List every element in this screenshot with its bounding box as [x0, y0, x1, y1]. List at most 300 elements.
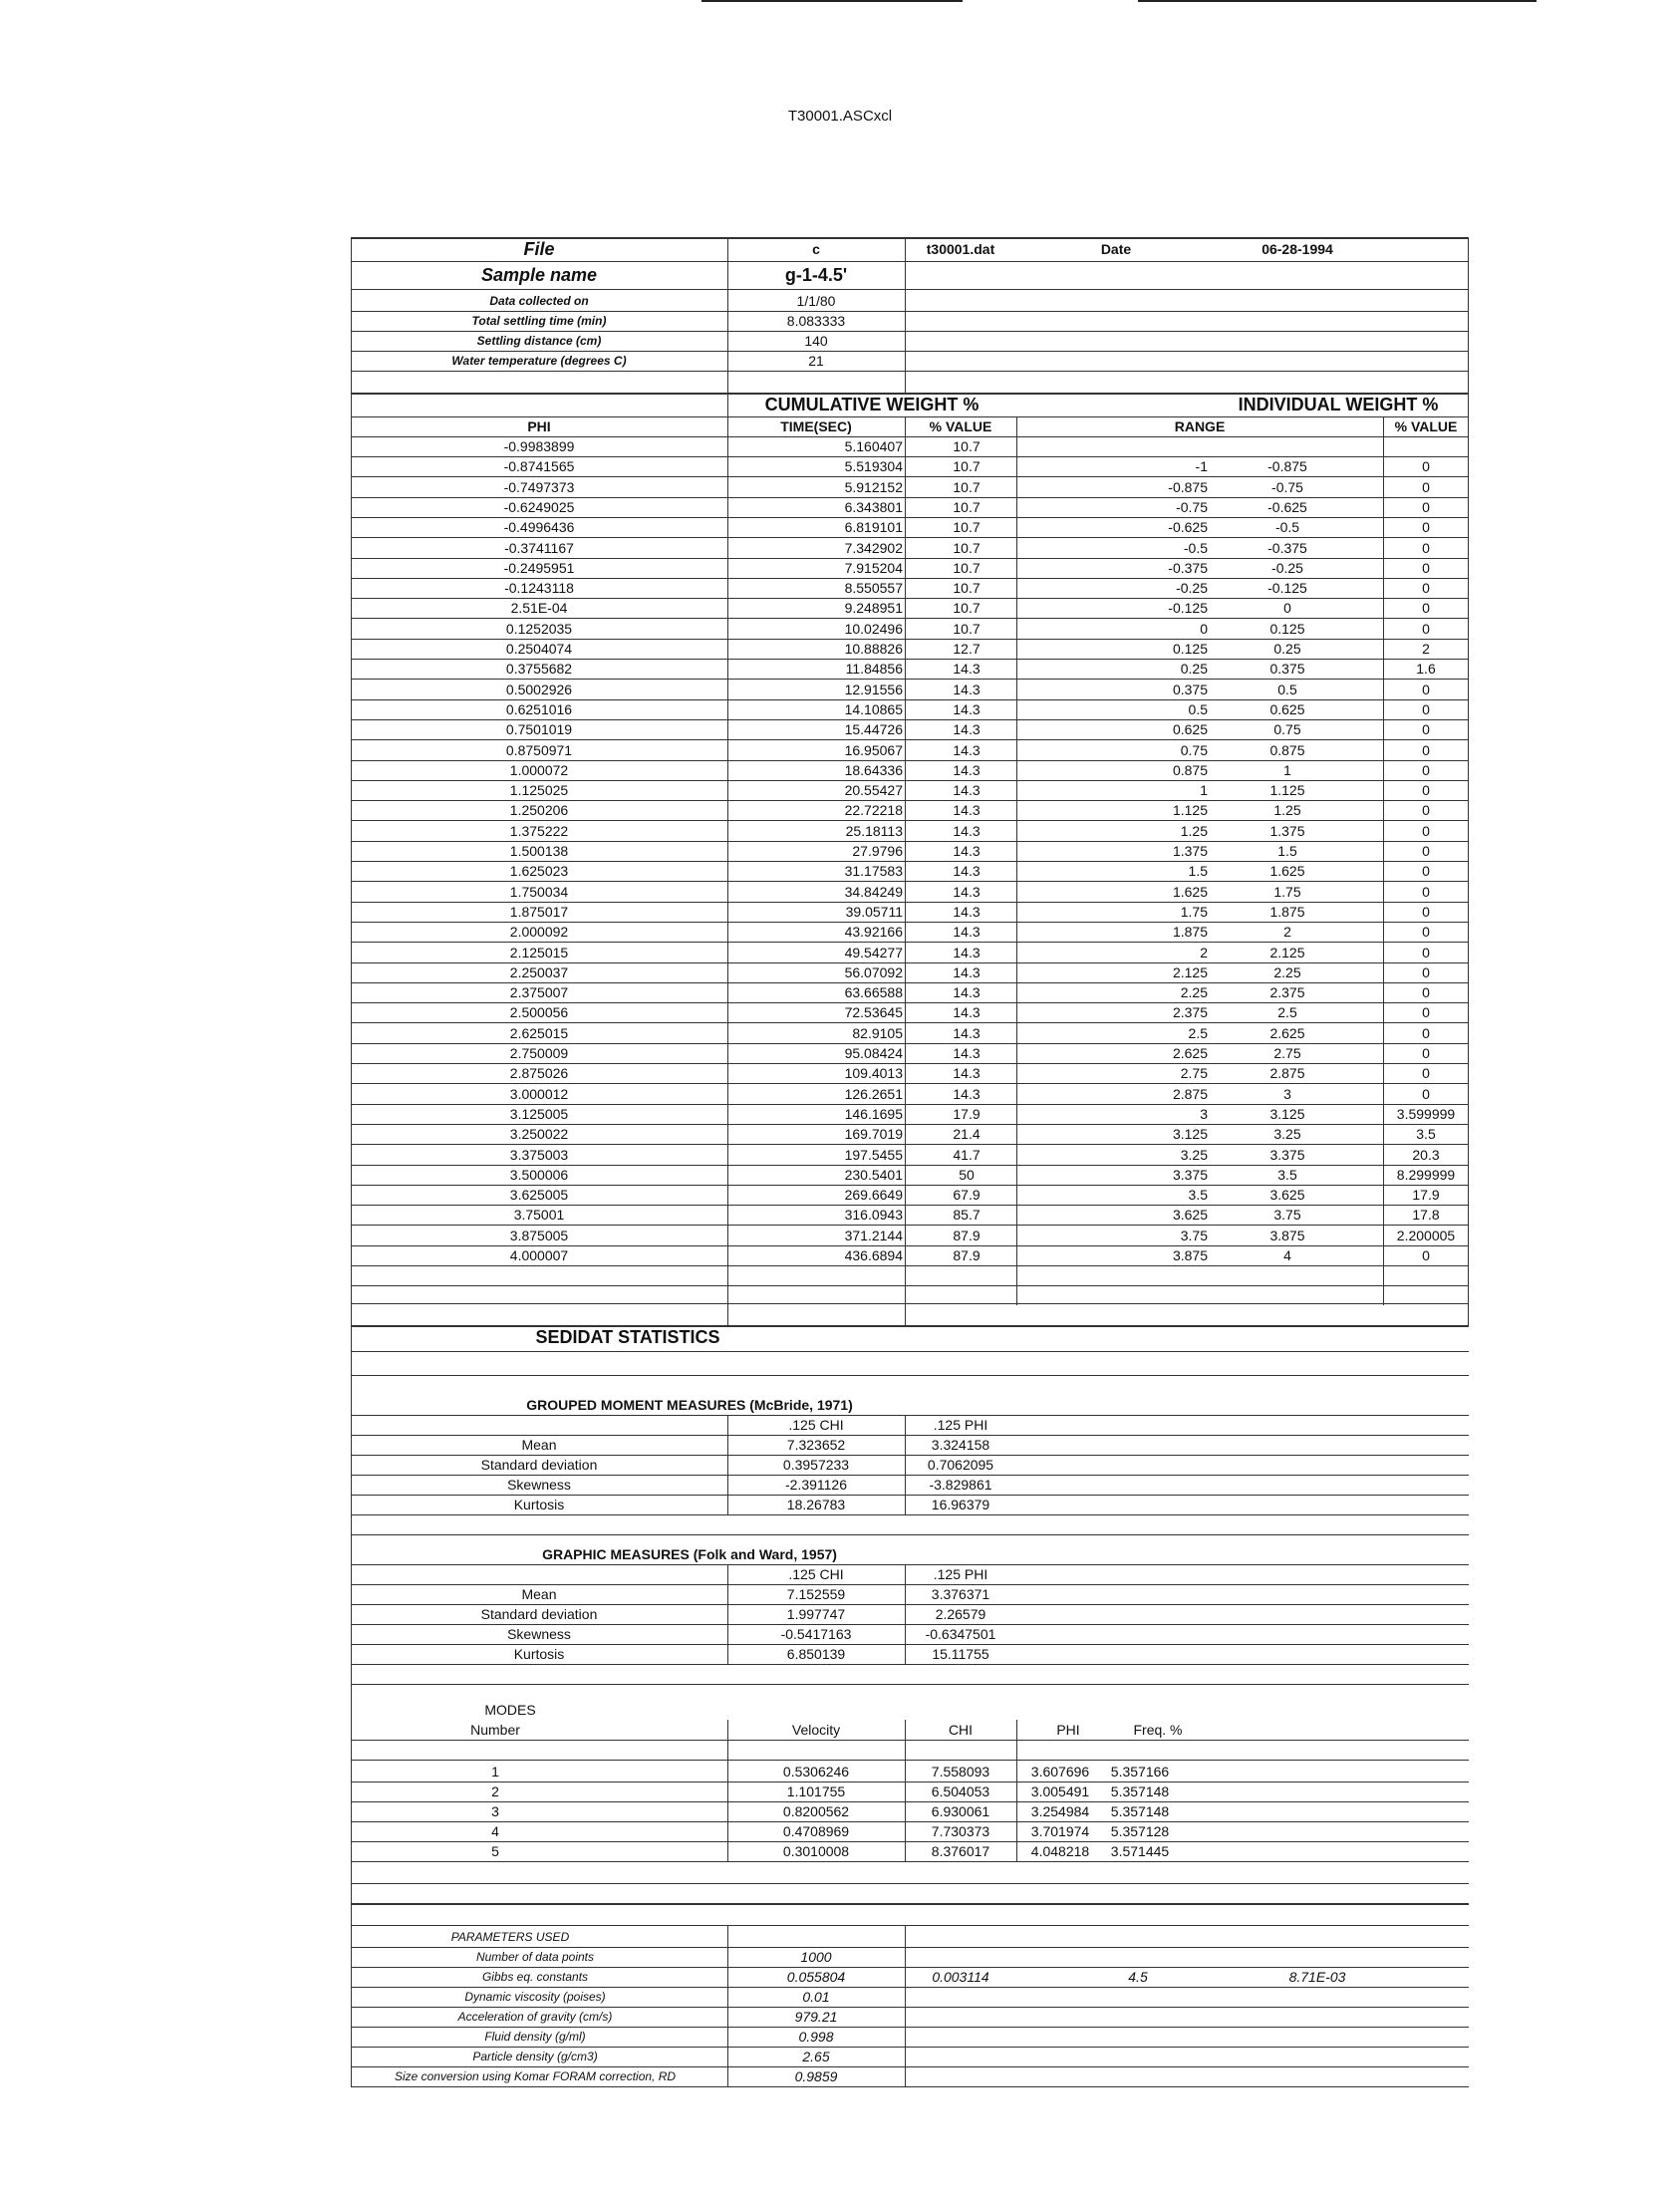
phi-cell: 0.5002926 [505, 682, 573, 697]
individual-value-cell: 20.3 [1412, 1147, 1440, 1163]
range-from-cell: 2.125 [1172, 964, 1208, 980]
time-cell: 63.66588 [844, 984, 903, 1000]
stat-phi: 15.11755 [932, 1646, 989, 1662]
range-to-cell: 0.625 [1269, 701, 1305, 717]
range-from-cell: 1.125 [1172, 802, 1208, 818]
file-name: t30001.dat [926, 241, 995, 257]
moment-col-phi: .125 PHI [933, 1417, 988, 1433]
time-cell: 109.4013 [844, 1065, 903, 1081]
param-value-2 [905, 2047, 1016, 2066]
stat-phi: 0.7062095 [927, 1457, 994, 1473]
param-value-2 [905, 1947, 1016, 1967]
phi-cell: -0.3741167 [504, 540, 574, 556]
individual-value-cell: 0 [1422, 479, 1430, 495]
time-cell: 11.84856 [845, 661, 903, 677]
phi-cell: 3.625005 [509, 1187, 569, 1203]
range-from-cell: -0.375 [1168, 560, 1208, 576]
stats-title: SEDIDAT STATISTICS [535, 1327, 720, 1347]
time-cell: 34.84249 [844, 884, 903, 900]
cumulative-cell: 14.3 [953, 984, 980, 1000]
cumulative-cell: 14.3 [953, 661, 980, 677]
range-to-cell: -0.625 [1267, 499, 1307, 515]
individual-value-cell: 3.599999 [1396, 1106, 1456, 1122]
time-cell: 169.7019 [844, 1126, 903, 1142]
phi-cell: 1.750034 [509, 884, 569, 900]
cumulative-cell: 10.7 [953, 540, 980, 556]
time-cell: 269.6649 [844, 1187, 903, 1203]
param-label: Gibbs eq. constants [481, 1970, 589, 1984]
range-from-cell: 0.875 [1172, 762, 1208, 778]
range-to-cell: 3.125 [1269, 1106, 1305, 1122]
individual-value-cell: 0 [1422, 802, 1430, 818]
row-rule [351, 261, 1469, 262]
range-from-cell: 1.875 [1172, 924, 1208, 940]
moment-divider-b [905, 1415, 906, 1514]
stat-phi: 2.26579 [935, 1606, 986, 1622]
mode-phi: 3.254984 [1030, 1803, 1090, 1819]
range-to-cell: -0.875 [1267, 458, 1307, 474]
cumulative-cell: 14.3 [953, 1004, 980, 1020]
param-value: 2.65 [802, 2049, 830, 2064]
param-value-2 [905, 2007, 1016, 2027]
cumulative-cell: 14.3 [953, 863, 980, 879]
mode-velocity: 0.5306246 [782, 1764, 850, 1780]
range-to-cell: 0.375 [1269, 661, 1305, 677]
time-cell: 6.343801 [844, 499, 903, 515]
range-to-cell: 1.375 [1269, 823, 1305, 839]
phi-cell: -0.6249025 [503, 499, 575, 515]
stat-label: Standard deviation [480, 1457, 598, 1473]
phi-cell: 0.6251016 [505, 701, 573, 717]
param-value-3 [1088, 2027, 1188, 2047]
phi-cell: 1.375222 [509, 823, 569, 839]
individual-value-cell: 0 [1422, 964, 1430, 980]
individual-value-cell: 0 [1422, 701, 1430, 717]
mode-phi: 4.048218 [1030, 1843, 1090, 1859]
range-from-cell: 3.75 [1180, 1228, 1208, 1243]
individual-value-cell: 0 [1422, 621, 1430, 637]
range-from-cell: -0.875 [1168, 479, 1208, 495]
cumulative-cell: 14.3 [953, 1045, 980, 1061]
frame-right-border [1468, 237, 1469, 1325]
stat-phi: 3.376371 [931, 1586, 990, 1602]
params-divider-b [905, 1925, 906, 2086]
time-cell: 436.6894 [844, 1247, 903, 1263]
range-to-cell: 0.5 [1277, 682, 1297, 697]
phi-cell: 3.75001 [513, 1207, 565, 1223]
range-to-cell: 1.875 [1269, 904, 1305, 920]
time-cell: 146.1695 [844, 1106, 903, 1122]
range-to-cell: 1.5 [1277, 843, 1297, 859]
range-from-cell: 2.375 [1172, 1004, 1208, 1020]
phi-cell: 0.2504074 [505, 641, 573, 657]
range-from-cell: 1 [1200, 782, 1208, 798]
range-to-cell: 3.875 [1269, 1228, 1305, 1243]
phi-cell: 0.3755682 [505, 661, 573, 677]
sample-label: Sample name [480, 265, 598, 285]
param-value-3: 4.5 [1128, 1969, 1148, 1985]
cumulative-cell: 10.7 [953, 560, 980, 576]
phi-cell: 2.500056 [509, 1004, 569, 1020]
mode-freq: 5.357166 [1110, 1764, 1170, 1780]
time-cell: 20.55427 [844, 782, 903, 798]
range-from-cell: 3.25 [1180, 1147, 1208, 1163]
cumulative-title: CUMULATIVE WEIGHT % [764, 395, 980, 414]
individual-value-cell: 8.299999 [1396, 1167, 1456, 1183]
time-cell: 5.160407 [844, 438, 903, 454]
range-from-cell: -0.75 [1176, 499, 1208, 515]
range-from-cell: 1.75 [1180, 904, 1208, 920]
time-cell: 230.5401 [844, 1167, 903, 1183]
range-from-cell: -1 [1195, 458, 1208, 474]
row-rule [351, 1760, 1469, 1761]
mode-number: 3 [491, 1803, 499, 1819]
col-phi: PHI [527, 418, 551, 434]
graphic-divider-b [905, 1564, 906, 1664]
date-value: 06-28-1994 [1261, 241, 1333, 257]
range-from-cell: 0.75 [1180, 742, 1208, 758]
phi-cell: 3.875005 [509, 1228, 569, 1243]
range-from-cell: 2.25 [1180, 984, 1208, 1000]
cumulative-cell: 14.3 [953, 1025, 980, 1041]
time-cell: 5.912152 [844, 479, 903, 495]
stat-phi: 16.96379 [931, 1497, 990, 1512]
range-from-cell: 2.5 [1188, 1025, 1208, 1041]
mode-velocity: 0.3010008 [782, 1843, 850, 1859]
row-rule [351, 1265, 1469, 1266]
phi-cell: 1.125025 [509, 782, 569, 798]
row-rule [351, 2086, 1469, 2087]
cumulative-cell: 87.9 [953, 1228, 980, 1243]
row-rule [351, 1351, 1469, 1352]
time-cell: 15.44726 [844, 721, 903, 737]
cumulative-cell: 14.3 [953, 823, 980, 839]
mode-phi: 3.607696 [1030, 1764, 1090, 1780]
range-from-cell: 1.375 [1172, 843, 1208, 859]
individual-value-cell: 0 [1422, 762, 1430, 778]
top-edge-line-right [1138, 0, 1537, 2]
time-cell: 7.915204 [844, 560, 903, 576]
frame-left-border [351, 237, 352, 2086]
cumulative-cell: 10.7 [953, 600, 980, 616]
file-label: File [523, 239, 555, 259]
table-divider-d [1383, 416, 1384, 1305]
range-from-cell: -0.125 [1168, 600, 1208, 616]
time-cell: 49.54277 [844, 945, 903, 960]
moment-title: GROUPED MOMENT MEASURES (McBride, 1971) [526, 1397, 853, 1413]
param-label: Acceleration of gravity (cm/s) [457, 2010, 613, 2024]
range-to-cell: 0 [1283, 600, 1291, 616]
time-cell: 95.08424 [844, 1045, 903, 1061]
modes-divider-b [905, 1720, 906, 1861]
individual-value-cell: 17.8 [1412, 1207, 1440, 1223]
range-to-cell: -0.5 [1274, 519, 1300, 535]
individual-value-cell: 0 [1422, 519, 1430, 535]
meta-label: Total settling time (min) [471, 314, 607, 328]
range-from-cell [1108, 436, 1208, 456]
time-cell: 22.72218 [844, 802, 903, 818]
range-from-cell: 2.75 [1180, 1065, 1208, 1081]
range-to-cell: 3 [1283, 1086, 1291, 1102]
time-cell: 12.91556 [844, 682, 903, 697]
range-from-cell: 1.5 [1188, 863, 1208, 879]
graphic-divider-a [727, 1564, 728, 1664]
row-rule [351, 1740, 1469, 1741]
phi-cell: 2.250037 [509, 964, 569, 980]
phi-cell: 1.250206 [509, 802, 569, 818]
cumulative-cell: 50 [959, 1167, 975, 1183]
range-from-cell: -0.5 [1183, 540, 1208, 556]
params-title: PARAMETERS USED [450, 1930, 570, 1944]
individual-value-cell: 0 [1422, 580, 1430, 596]
range-to-cell: 3.75 [1273, 1207, 1301, 1223]
cumulative-cell: 10.7 [953, 458, 980, 474]
param-value: 1000 [800, 1949, 832, 1965]
range-to-cell: 3.625 [1269, 1187, 1305, 1203]
row-rule [351, 1684, 1469, 1685]
time-cell: 82.9105 [852, 1025, 903, 1041]
cumulative-cell: 67.9 [953, 1187, 980, 1203]
cumulative-cell: 14.3 [953, 682, 980, 697]
col-time: TIME(SEC) [780, 418, 852, 434]
param-value: 0.998 [798, 2029, 834, 2045]
individual-value-cell: 0 [1422, 1086, 1430, 1102]
cumulative-cell: 14.3 [953, 884, 980, 900]
param-value-3 [1088, 2066, 1188, 2086]
cumulative-cell: 14.3 [953, 945, 980, 960]
range-from-cell: -0.25 [1176, 580, 1208, 596]
cumulative-cell: 14.3 [953, 904, 980, 920]
row-rule [351, 1883, 1469, 1884]
mode-chi: 6.504053 [931, 1783, 990, 1799]
col-range: RANGE [1174, 418, 1226, 434]
phi-cell: 3.500006 [509, 1167, 569, 1183]
time-cell: 9.248951 [844, 600, 903, 616]
individual-value-cell: 0 [1422, 682, 1430, 697]
modes-divider-a [727, 1720, 728, 1861]
cumulative-cell: 10.7 [953, 499, 980, 515]
param-label: Number of data points [475, 1950, 595, 1964]
mode-number: 5 [491, 1843, 499, 1859]
range-to-cell [1228, 436, 1347, 456]
time-cell: 27.9796 [852, 843, 903, 859]
phi-cell: 2.375007 [509, 984, 569, 1000]
mode-velocity: 0.4708969 [782, 1823, 850, 1839]
individual-value-cell: 0 [1422, 499, 1430, 515]
range-to-cell: 2.125 [1269, 945, 1305, 960]
mode-phi: 3.701974 [1030, 1823, 1090, 1839]
stat-label: Kurtosis [513, 1497, 565, 1512]
row-rule [351, 1534, 1469, 1535]
phi-cell: 2.875026 [509, 1065, 569, 1081]
cumulative-cell: 10.7 [953, 621, 980, 637]
range-to-cell: 0.125 [1269, 621, 1305, 637]
date-label: Date [1100, 241, 1132, 257]
row-rule [351, 1861, 1469, 1862]
param-label: Dynamic viscosity (poises) [464, 1990, 606, 2004]
time-cell: 25.18113 [845, 823, 903, 839]
phi-cell: 3.125005 [509, 1106, 569, 1122]
stat-phi: -3.829861 [929, 1477, 992, 1493]
time-cell: 10.02496 [844, 621, 903, 637]
modes-col-phi: PHI [1056, 1722, 1080, 1738]
table-divider-b [905, 416, 906, 1325]
meta-value: 21 [808, 353, 824, 369]
param-value-2 [905, 2066, 1016, 2086]
individual-value-cell: 0 [1422, 560, 1430, 576]
mode-chi: 6.930061 [931, 1803, 990, 1819]
cumulative-cell: 10.7 [953, 479, 980, 495]
range-from-cell: 0.5 [1188, 701, 1208, 717]
document-title: T30001.ASCxcl [787, 108, 893, 125]
time-cell: 6.819101 [844, 519, 903, 535]
stat-chi: -2.391126 [784, 1477, 847, 1493]
param-value-3 [1088, 2047, 1188, 2066]
individual-value-cell: 0 [1422, 742, 1430, 758]
individual-value-cell: 0 [1422, 823, 1430, 839]
param-label: Particle density (g/cm3) [472, 2050, 598, 2063]
range-to-cell: 2.875 [1269, 1065, 1305, 1081]
cumulative-cell: 87.9 [953, 1247, 980, 1263]
range-from-cell: 0.125 [1172, 641, 1208, 657]
mode-chi: 7.558093 [931, 1764, 990, 1780]
stat-label: Standard deviation [480, 1606, 598, 1622]
time-cell: 10.88826 [844, 641, 903, 657]
mode-velocity: 0.8200562 [782, 1803, 850, 1819]
row-rule [351, 1664, 1469, 1665]
cumulative-cell: 14.3 [953, 742, 980, 758]
param-value-4 [1248, 1947, 1387, 1967]
meta-value: 1/1/80 [796, 293, 836, 309]
time-cell: 371.2144 [844, 1228, 903, 1243]
phi-cell: 2.750009 [509, 1045, 569, 1061]
individual-value-cell: 0 [1422, 540, 1430, 556]
range-from-cell: 1.625 [1172, 884, 1208, 900]
graphic-col-chi: .125 CHI [788, 1566, 844, 1582]
params-divider-a [727, 1925, 728, 2086]
param-value-4 [1248, 2027, 1387, 2047]
param-value: 0.9859 [794, 2068, 838, 2084]
modes-divider-c [1016, 1720, 1017, 1861]
range-to-cell: 2 [1283, 924, 1291, 940]
time-cell: 43.92166 [844, 924, 903, 940]
param-value-4: 8.71E-03 [1288, 1969, 1346, 1985]
stat-chi: 18.26783 [786, 1497, 846, 1512]
phi-cell: -0.1243118 [504, 580, 574, 596]
cumulative-cell: 17.9 [953, 1106, 980, 1122]
range-from-cell: 0.375 [1172, 682, 1208, 697]
individual-value-cell: 1.6 [1416, 661, 1436, 677]
range-to-cell: 0.25 [1273, 641, 1301, 657]
range-to-cell: 2.625 [1269, 1025, 1305, 1041]
individual-title: INDIVIDUAL WEIGHT % [1238, 395, 1439, 414]
phi-cell: 4.000007 [509, 1247, 569, 1263]
stat-phi: 3.324158 [931, 1437, 990, 1453]
individual-value-cell: 0 [1422, 782, 1430, 798]
range-to-cell: 1.25 [1273, 802, 1301, 818]
table-divider-c [1016, 416, 1017, 1305]
cumulative-cell: 10.7 [953, 519, 980, 535]
range-to-cell: 0.875 [1269, 742, 1305, 758]
row-rule [351, 1925, 1469, 1926]
individual-value-cell: 0 [1422, 1025, 1430, 1041]
sample-value: g-1-4.5' [784, 265, 848, 285]
param-label: Size conversion using Komar FORAM correction, RD [394, 2069, 677, 2083]
param-value-2 [905, 2027, 1016, 2047]
mode-number: 1 [491, 1764, 499, 1780]
range-from-cell: -0.625 [1168, 519, 1208, 535]
individual-value-cell: 0 [1422, 984, 1430, 1000]
range-from-cell: 3.5 [1188, 1187, 1208, 1203]
individual-value-cell: 0 [1422, 1004, 1430, 1020]
time-cell: 8.550557 [844, 580, 903, 596]
cumulative-cell: 14.3 [953, 1065, 980, 1081]
meta-value: 8.083333 [786, 313, 846, 329]
row-rule [351, 1375, 1469, 1376]
modes-col-velocity: Velocity [791, 1722, 841, 1738]
param-label: Fluid density (g/ml) [484, 2030, 586, 2044]
phi-cell: 2.625015 [509, 1025, 569, 1041]
range-from-cell: 0.625 [1172, 721, 1208, 737]
range-to-cell: 2.375 [1269, 984, 1305, 1000]
stat-chi: 6.850139 [786, 1646, 846, 1662]
col-ivalue: % VALUE [1394, 418, 1458, 434]
top-edge-line-left [701, 0, 963, 2]
time-cell: 316.0943 [844, 1207, 903, 1223]
param-value-4 [1248, 2007, 1387, 2027]
range-to-cell: 1 [1283, 762, 1291, 778]
file-drive: c [812, 241, 820, 257]
range-to-cell: 3.375 [1269, 1147, 1305, 1163]
time-cell: 5.519304 [844, 458, 903, 474]
individual-value-cell: 0 [1422, 945, 1430, 960]
phi-cell: -0.8741565 [503, 458, 575, 474]
phi-cell: 1.625023 [509, 863, 569, 879]
row-rule [351, 1303, 1469, 1304]
range-from-cell: 2 [1200, 945, 1208, 960]
phi-cell: -0.2495951 [503, 560, 575, 576]
meta-value: 140 [804, 333, 828, 349]
time-cell: 31.17583 [844, 863, 903, 879]
mode-freq: 5.357128 [1110, 1823, 1170, 1839]
phi-cell: 0.1252035 [505, 621, 573, 637]
stat-phi: -0.6347501 [925, 1626, 996, 1642]
param-value-4 [1248, 2047, 1387, 2066]
moment-col-chi: .125 CHI [788, 1417, 844, 1433]
cumulative-cell: 14.3 [953, 782, 980, 798]
stat-label: Skewness [507, 1477, 571, 1493]
time-cell: 72.53645 [844, 1004, 903, 1020]
row-rule [351, 371, 1469, 372]
header-divider-b [905, 237, 906, 393]
time-cell: 126.2651 [844, 1086, 903, 1102]
stat-label: Skewness [507, 1626, 571, 1642]
cumulative-cell: 14.3 [953, 843, 980, 859]
range-from-cell: 3 [1200, 1106, 1208, 1122]
row-rule [351, 1514, 1469, 1515]
stat-label: Kurtosis [513, 1646, 565, 1662]
modes-title: MODES [484, 1702, 536, 1718]
individual-value-cell: 0 [1422, 884, 1430, 900]
cumulative-cell: 21.4 [953, 1126, 980, 1142]
param-value-3 [1088, 2007, 1188, 2027]
range-from-cell: 3.625 [1172, 1207, 1208, 1223]
phi-cell: 3.000012 [509, 1086, 569, 1102]
meta-label: Data collected on [489, 294, 589, 308]
param-value-4 [1248, 2066, 1387, 2086]
range-to-cell: 3.25 [1273, 1126, 1301, 1142]
table-divider-a [727, 393, 728, 1325]
